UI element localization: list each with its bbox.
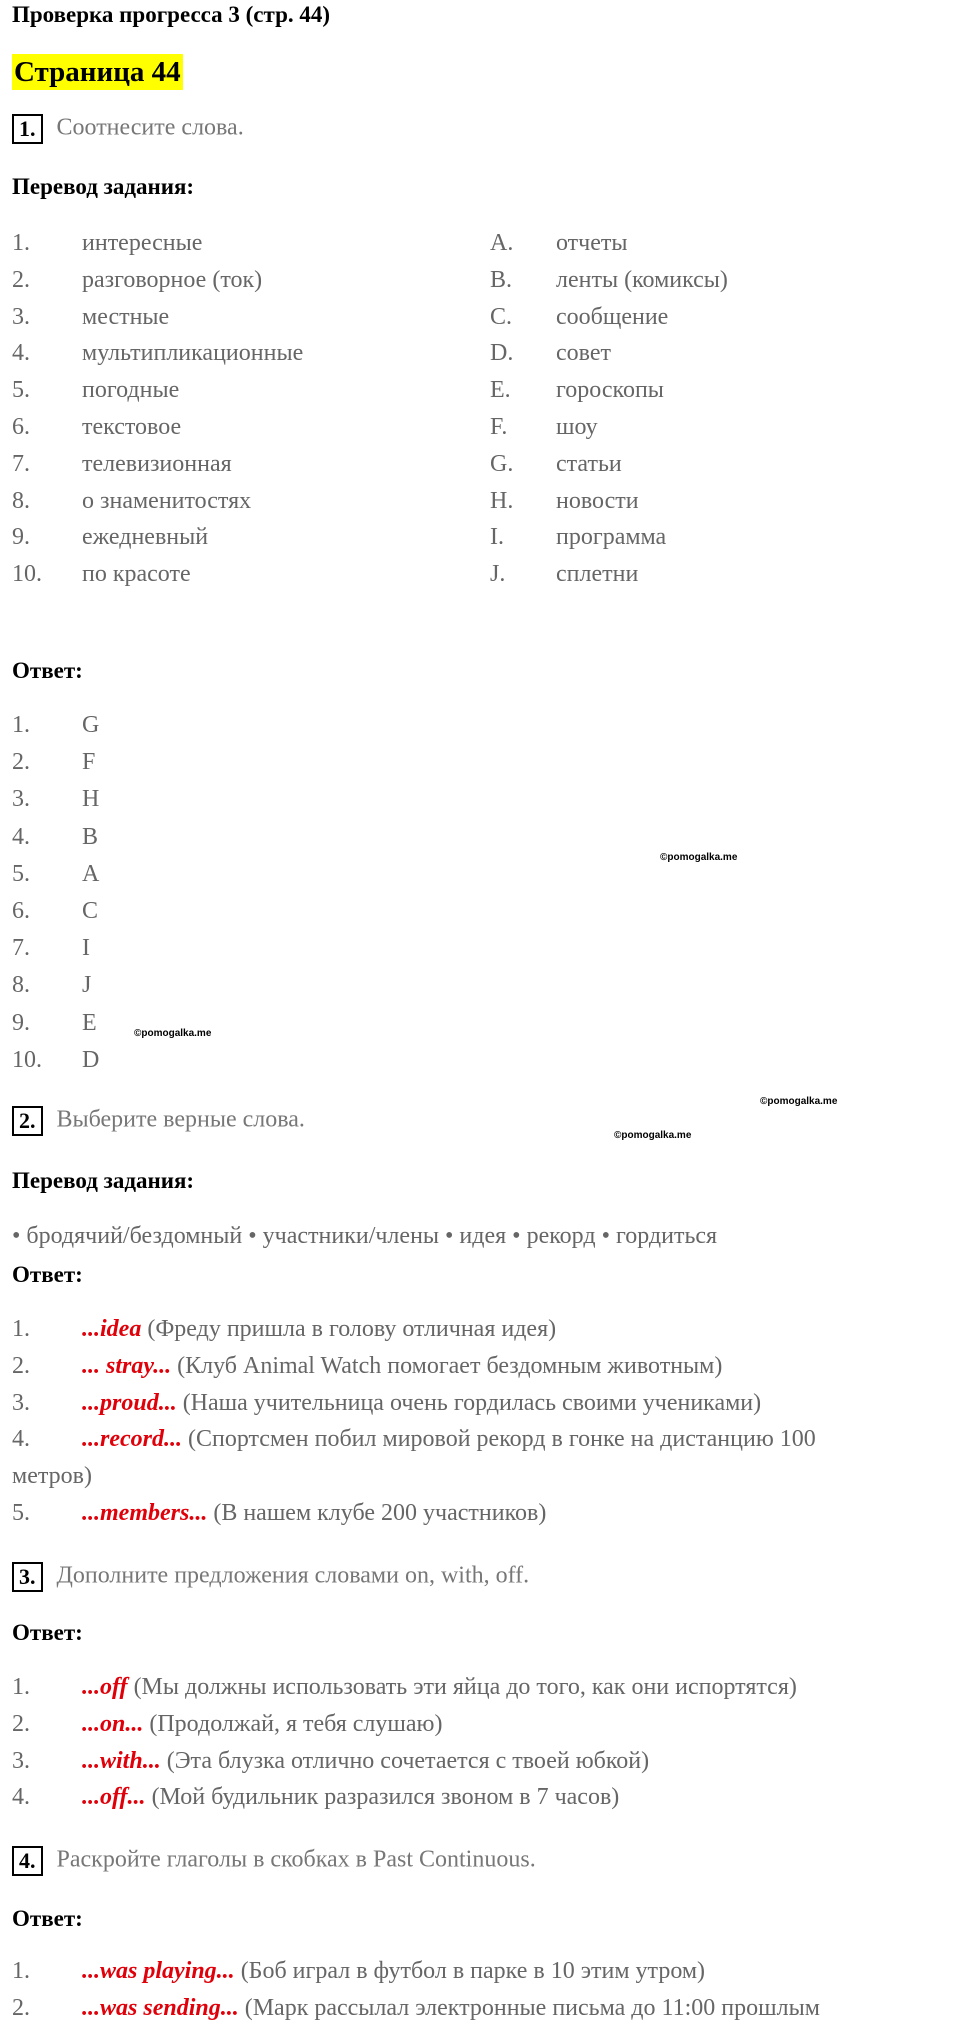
answer-number: 1. (12, 1316, 30, 1342)
left-item-number: 8. (12, 487, 30, 514)
task4-header (12, 1846, 536, 1876)
answer-number: 4. (12, 1426, 30, 1453)
right-item-word: ленты (комиксы) (556, 266, 728, 293)
task3-header (12, 1562, 529, 1592)
task1-header (12, 114, 244, 144)
left-item-number: 5. (12, 377, 30, 404)
left-item-number: 1. (12, 230, 30, 256)
answer-line (82, 1711, 442, 1738)
right-item-word: программа (556, 524, 667, 551)
answer-letter: B (82, 823, 99, 850)
left-item-word: текстовое (82, 414, 182, 440)
right-item-word: отчеты (556, 230, 628, 256)
answer-word: ...with... (82, 1747, 161, 1774)
task2-translation-label: Перевод задания: (12, 1168, 195, 1193)
document-title: Проверка прогресса 3 (стр. 44) (12, 2, 331, 27)
answer-line (82, 1958, 705, 1985)
answer-number: 8. (12, 972, 30, 999)
left-item-word: о знаменитостях (82, 487, 252, 514)
watermark: ©pomogalka.me (660, 852, 738, 863)
watermark: ©pomogalka.me (614, 1130, 692, 1141)
answer-line (82, 1500, 546, 1527)
left-item-number: 6. (12, 414, 30, 440)
task4-number: 4. (12, 1846, 43, 1876)
answer-line (82, 1784, 619, 1811)
answer-number: 4. (12, 1784, 30, 1811)
answer-word: ...was playing... (82, 1958, 235, 1984)
task3-answer-label: Ответ: (12, 1620, 83, 1645)
answer-line (82, 1390, 761, 1417)
answer-word: ...was sending... (82, 1994, 239, 2021)
page-heading: Страница 44 (14, 56, 181, 88)
answer-word: ...on... (82, 1710, 144, 1737)
task1-number: 1. (12, 114, 43, 144)
watermark: ©pomogalka.me (134, 1028, 212, 1039)
left-item-number: 7. (12, 450, 30, 477)
answer-translation: (Марк рассылал электронные письма до 11:00 прошлым (238, 1994, 820, 2021)
answer-letter: E (82, 1009, 97, 1036)
task3-text: Дополните предложения словами on, with, off. (56, 1562, 530, 1589)
answer-line (82, 1748, 649, 1775)
answer-number: 2. (12, 1994, 30, 2021)
left-item-word: разговорное (ток) (82, 266, 263, 293)
answer-translation: (В нашем клубе 200 участников) (207, 1500, 547, 1526)
answer-number: 1. (12, 1674, 30, 1700)
left-item-word: местные (82, 303, 170, 330)
task3-number: 3. (12, 1562, 43, 1592)
answer-word: ...off... (82, 1784, 146, 1811)
left-item-word: погодные (82, 377, 180, 404)
answer-word: ...record... (82, 1426, 182, 1453)
right-item-word: гороскопы (556, 377, 664, 404)
answer-number: 1. (12, 712, 30, 738)
task1-text: Соотнесите слова. (56, 114, 244, 141)
answer-word: ...off (82, 1674, 128, 1700)
answer-letter: H (82, 786, 100, 813)
left-item-number: 4. (12, 340, 30, 367)
task4-answer-label: Ответ: (12, 1906, 83, 1931)
left-item-number: 10. (12, 561, 42, 588)
left-item-word: интересные (82, 230, 203, 256)
left-item-number: 2. (12, 266, 30, 293)
answer-number: 5. (12, 860, 30, 887)
answer-letter: A (82, 860, 100, 887)
answer-letter: C (82, 898, 99, 924)
answer-word: ...members... (82, 1500, 208, 1526)
right-item-letter: B. (490, 266, 513, 293)
right-item-letter: J. (490, 561, 506, 588)
answer-word: ...idea (82, 1316, 142, 1342)
answer-line (82, 1316, 556, 1343)
left-item-number: 9. (12, 524, 30, 551)
task4-text: Раскройте глаголы в скобках в Past Continuous. (56, 1846, 536, 1873)
right-item-letter: H. (490, 487, 514, 514)
answer-translation: (Клуб Animal Watch помогает бездомным животным) (171, 1352, 723, 1379)
answer-translation: (Эта блузка отлично сочетается с твоей юбкой) (160, 1747, 650, 1774)
answer-number: 2. (12, 749, 30, 776)
task2-number: 2. (12, 1106, 43, 1136)
left-item-word: мультипликационные (82, 340, 304, 367)
answer-number: 10. (12, 1046, 42, 1073)
answer-number: 1. (12, 1958, 30, 1984)
answer-line (82, 1995, 820, 2022)
answer-translation: (Мой будильник разразился звоном в 7 часов) (145, 1784, 620, 1811)
left-item-word: ежедневный (82, 524, 209, 551)
right-item-word: статьи (556, 450, 622, 477)
left-item-word: телевизионная (82, 450, 232, 477)
right-item-letter: E. (490, 377, 511, 404)
answer-letter: F (82, 749, 96, 776)
task2-header (12, 1106, 305, 1136)
answer-line (82, 1426, 816, 1453)
right-item-letter: A. (490, 230, 514, 256)
answer-number: 7. (12, 935, 30, 962)
watermark: ©pomogalka.me (760, 1096, 838, 1107)
right-item-word: сообщение (556, 303, 669, 330)
answer-number: 3. (12, 1747, 30, 1774)
right-item-word: сплетни (556, 561, 639, 588)
right-item-letter: D. (490, 340, 514, 367)
right-item-word: шоу (556, 414, 598, 440)
answer-letter: I (82, 935, 90, 962)
answer-letter: D (82, 1046, 100, 1073)
answer-number: 9. (12, 1009, 30, 1036)
answer-number: 3. (12, 1389, 30, 1416)
answer-translation: (Спортсмен побил мировой рекорд в гонке на дистанцию 100 (181, 1426, 816, 1453)
answer-translation: (Продолжай, я тебя слушаю) (143, 1710, 443, 1737)
answer-number: 4. (12, 823, 30, 850)
answer-number: 6. (12, 898, 30, 924)
right-item-letter: C. (490, 303, 513, 330)
answer-translation: (Наша учительница очень гордилась своими учениками) (176, 1389, 762, 1416)
right-item-letter: F. (490, 414, 508, 440)
task2-text: Выберите верные слова. (56, 1106, 305, 1133)
left-item-word: по красоте (82, 561, 191, 588)
answer-translation: (Фреду пришла в голову отличная идея) (141, 1316, 557, 1342)
right-item-letter: I. (490, 524, 504, 551)
answer-number: 2. (12, 1710, 30, 1737)
answer-letter: G (82, 712, 100, 738)
answer-word: ...proud... (82, 1389, 177, 1416)
answer-number: 5. (12, 1500, 30, 1526)
answer-letter: J (82, 972, 92, 999)
answer-word: ... stray... (82, 1352, 172, 1379)
right-item-word: совет (556, 340, 611, 367)
answer-line (82, 1674, 797, 1701)
answer-translation: (Мы должны использовать эти яйца до того, как они испортятся) (127, 1674, 797, 1700)
task1-translation-label: Перевод задания: (12, 174, 195, 199)
answer-number: 2. (12, 1352, 30, 1379)
answer-number: 3. (12, 786, 30, 813)
answer-line (82, 1353, 722, 1380)
answer-translation-continued: метров) (12, 1463, 92, 1490)
task2-answer-label: Ответ: (12, 1262, 83, 1287)
task1-answer-label: Ответ: (12, 658, 83, 683)
right-item-letter: G. (490, 450, 514, 477)
right-item-word: новости (556, 487, 639, 514)
answer-translation: (Боб играл в футбол в парке в 10 этим утром) (234, 1958, 706, 1984)
left-item-number: 3. (12, 303, 30, 330)
task2-words: • бродячий/бездомный • участники/члены • идея • рекорд • гордиться (12, 1223, 718, 1249)
